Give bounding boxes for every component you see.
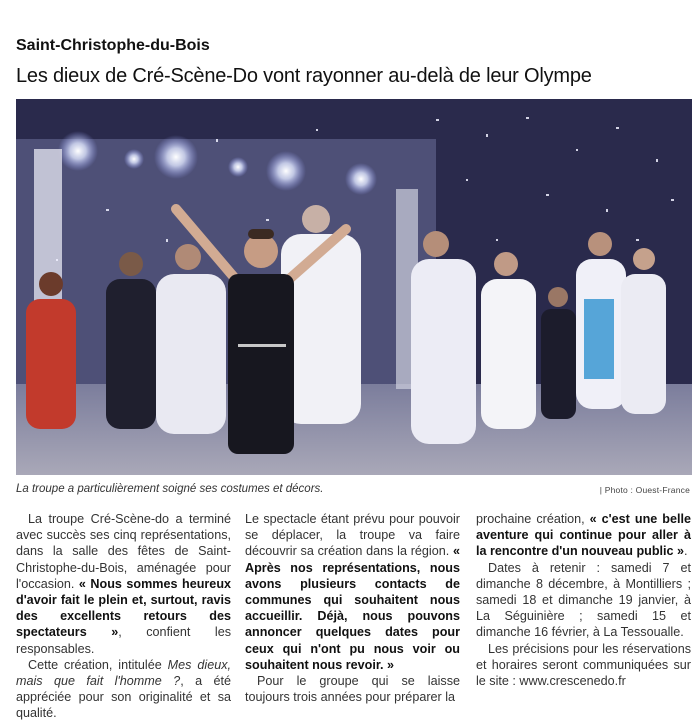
paragraph-text: prochaine création, — [476, 512, 590, 526]
article-column-2 — [245, 511, 460, 705]
photo-caption: La troupe a particulièrement soigné ses costumes et décors. — [16, 483, 324, 495]
quote-text: « Après nos représentations, nous avons plusieurs contacts de communes qui souhaitent nous accueillir. Déjà, nous pouvons annoncer quelques dates pour ceux qui n'ont pu nous voir ou souhaitent nous revoir. » — [245, 544, 460, 672]
paragraph-text: , a été appréciée pour son originalité et sa qualité. — [16, 674, 231, 721]
website-text: Les précisions pour les réservations et horaires seront communiquées sur le site : www.crescenedo.fr — [476, 641, 691, 689]
paragraph-text: , confient les responsables. — [16, 625, 231, 656]
photo-credit: | Photo : Ouest-France — [599, 485, 690, 495]
paragraph-text: Cette création, intitulée — [28, 657, 168, 672]
dates-text: Dates à retenir : samedi 7 et dimanche 8 décembre, à Montilliers ; samedi 18 et dimanche 19 janvier, à La Séguinière ; samedi 15 et dimanche 16 février, à La Tessoualle. — [476, 560, 691, 640]
stage-scene-illustration — [16, 99, 692, 475]
paragraph — [245, 511, 460, 673]
paragraph-text: Pour le groupe qui se laisse toujours trois années pour préparer la — [245, 674, 460, 705]
paragraph — [245, 673, 460, 705]
show-title: Mes dieux, mais que fait l'homme ? — [16, 657, 231, 689]
paragraph-text: . — [684, 544, 688, 559]
article-column-3 — [476, 511, 691, 689]
article-photo — [16, 99, 692, 475]
quote-text: « c'est une belle aventure qui continue pour aller à la rencontre d'un nouveau public » — [476, 512, 691, 559]
paragraph — [16, 657, 231, 722]
paragraph — [476, 641, 691, 690]
paragraph-text: Le spectacle étant prévu pour pouvoir se déplacer, la troupe va faire découvrir sa création dans la région. — [245, 512, 460, 559]
paragraph-text: La troupe Cré-Scène-do a terminé avec succès ses cinq représentations, dans la salle des fêtes de Saint-Christophe-du-Bois, aménagée pour l'occasion. — [16, 512, 231, 591]
paragraph — [16, 511, 231, 657]
article-rubric: Saint-Christophe-du-Bois — [16, 37, 210, 54]
article-headline: Les dieux de Cré-Scène-Do vont rayonner au-delà de leur Olympe — [16, 65, 592, 87]
paragraph — [476, 560, 691, 641]
paragraph — [476, 511, 691, 560]
quote-text: « Nous sommes heureux d'avoir fait le plein et, surtout, ravis des excellents retours des spectateurs » — [16, 576, 232, 640]
article-column-1 — [16, 511, 231, 722]
